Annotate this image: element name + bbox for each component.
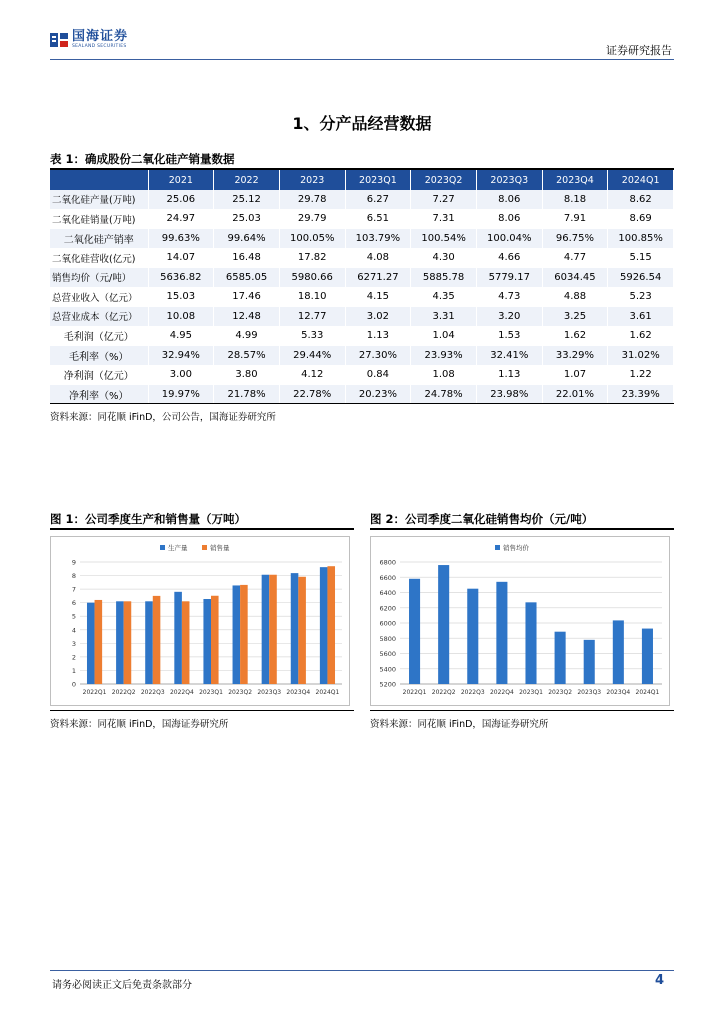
table-cell: 24.97 [148, 209, 214, 229]
table-cell: 4.30 [411, 248, 477, 268]
table-cell: 3.80 [214, 365, 280, 385]
logo-name-cn: 国海证券 [72, 29, 129, 44]
table-cell: 17.46 [214, 287, 280, 307]
y-tick-label: 5400 [379, 665, 396, 674]
table-cell: 7.31 [411, 209, 477, 229]
table-row [50, 346, 674, 366]
bar-series1 [320, 567, 328, 684]
table-cell: 25.12 [214, 190, 280, 209]
table-cell: 20.23% [345, 385, 411, 405]
logo-name-en: SEALAND SECURITIES [72, 44, 127, 49]
table-cell: 25.06 [148, 190, 214, 209]
table-cell: 12.77 [279, 307, 345, 327]
table-column-header: 2023Q2 [411, 170, 477, 190]
page-number: 4 [654, 973, 664, 988]
x-tick-label: 2023Q1 [519, 689, 543, 696]
bar-series1 [291, 573, 299, 684]
y-tick-label: 2 [71, 653, 76, 662]
table-cell: 22.78% [279, 385, 345, 405]
bar-series2 [298, 577, 306, 684]
table-column-header [50, 170, 148, 190]
table-caption: 表 1：确成股份二氧化硅产销量数据 [50, 152, 235, 166]
table-cell: 5926.54 [608, 268, 674, 288]
figure1-top-rule [50, 528, 354, 530]
table-cell: 4.15 [345, 287, 411, 307]
table-cell: 5636.82 [148, 268, 214, 288]
bar-series1 [174, 592, 182, 684]
y-tick-label: 5600 [379, 650, 396, 658]
table-cell: 1.13 [345, 326, 411, 346]
x-tick-label: 2022Q1 [82, 689, 107, 696]
row-label: 毛利率（%） [50, 346, 148, 366]
table-row [50, 326, 674, 346]
x-tick-label: 2022Q2 [111, 689, 136, 696]
row-label: 二氧化硅产销率 [50, 229, 148, 249]
x-tick-label: 2022Q3 [460, 689, 485, 696]
row-label: 净利润（亿元） [50, 365, 148, 385]
row-label: 净利率（%） [50, 385, 148, 405]
table-bottom-rule [50, 403, 674, 404]
bar-series1 [203, 599, 211, 684]
table-cell: 5980.66 [279, 268, 345, 288]
table-cell: 18.10 [279, 287, 345, 307]
x-tick-label: 2024Q1 [635, 689, 660, 696]
table-cell: 22.01% [542, 385, 608, 405]
y-tick-label: 6600 [379, 573, 396, 582]
y-tick-label: 6800 [379, 558, 396, 567]
table-cell: 17.82 [279, 248, 345, 268]
table-cell: 99.63% [148, 229, 214, 249]
bar-series2 [240, 585, 248, 684]
table-cell: 3.20 [476, 307, 542, 327]
y-tick-label: 8 [71, 572, 76, 581]
report-type-label: 证券研究报告 [606, 44, 672, 57]
table-cell: 99.64% [214, 229, 280, 249]
table-cell: 8.18 [542, 190, 608, 209]
table-cell: 4.99 [214, 326, 280, 346]
table-row [50, 209, 674, 229]
legend-swatch [160, 545, 165, 550]
y-tick-label: 1 [71, 666, 76, 675]
bar-series1 [613, 620, 624, 684]
bar-series2 [124, 601, 132, 684]
table-cell: 4.12 [279, 365, 345, 385]
table-cell: 5.33 [279, 326, 345, 346]
table-row [50, 385, 674, 405]
bar-series1 [87, 603, 95, 684]
table-cell: 29.79 [279, 209, 345, 229]
table-cell: 8.06 [476, 190, 542, 209]
table-cell: 4.35 [411, 287, 477, 307]
bar-series1 [496, 582, 507, 684]
table-row [50, 307, 674, 327]
row-label: 销售均价（元/吨） [50, 268, 148, 288]
x-tick-label: 2022Q2 [431, 689, 456, 696]
table-cell: 100.05% [279, 229, 345, 249]
table-cell: 31.02% [608, 346, 674, 366]
footer-divider [50, 970, 674, 971]
row-label: 二氧化硅营收(亿元) [50, 248, 148, 268]
legend-label: 销售量 [210, 544, 230, 552]
table-column-header: 2023Q4 [542, 170, 608, 190]
table-header-row [50, 170, 674, 190]
table-row [50, 268, 674, 288]
bar-series1 [642, 629, 653, 684]
table-cell: 1.07 [542, 365, 608, 385]
header-divider [50, 59, 674, 60]
row-label: 毛利润（亿元） [50, 326, 148, 346]
x-tick-label: 2023Q4 [606, 689, 631, 696]
section-title: 1、分产品经营数据 [292, 114, 432, 133]
figure1-caption: 图 1：公司季度生产和销售量（万吨） [50, 512, 247, 526]
sealand-logo-icon [50, 31, 68, 49]
figure2-chart [370, 536, 670, 706]
table-cell: 100.85% [608, 229, 674, 249]
table-column-header: 2023Q3 [476, 170, 542, 190]
row-label: 总营业收入（亿元） [50, 287, 148, 307]
table-column-header: 2021 [148, 170, 214, 190]
table-cell: 8.06 [476, 209, 542, 229]
table-row [50, 248, 674, 268]
y-tick-label: 6400 [379, 589, 396, 597]
table-cell: 1.13 [476, 365, 542, 385]
y-tick-label: 5800 [379, 634, 396, 643]
table-cell: 1.62 [608, 326, 674, 346]
table-cell: 12.48 [214, 307, 280, 327]
table-cell: 16.48 [214, 248, 280, 268]
table-column-header: 2023 [279, 170, 345, 190]
bar-series1 [145, 601, 153, 684]
table-cell: 1.08 [411, 365, 477, 385]
table-cell: 6.27 [345, 190, 411, 209]
table-cell: 4.08 [345, 248, 411, 268]
legend-label: 销售均价 [503, 544, 529, 552]
bar-series1 [116, 601, 124, 684]
y-tick-label: 5 [71, 612, 76, 621]
table-cell: 4.66 [476, 248, 542, 268]
table-cell: 23.93% [411, 346, 477, 366]
y-tick-label: 6200 [379, 604, 396, 613]
table-cell: 5.23 [608, 287, 674, 307]
bar-series2 [182, 601, 190, 684]
table-row [50, 287, 674, 307]
figure1-bottom-rule [50, 710, 354, 711]
table-cell: 0.84 [345, 365, 411, 385]
table-cell: 33.29% [542, 346, 608, 366]
table-cell: 6034.45 [542, 268, 608, 288]
table-cell: 27.30% [345, 346, 411, 366]
legend-label: 生产量 [168, 544, 188, 552]
table-cell: 8.69 [608, 209, 674, 229]
x-tick-label: 2022Q1 [402, 689, 427, 696]
table-cell: 25.03 [214, 209, 280, 229]
table-cell: 28.57% [214, 346, 280, 366]
table-cell: 23.98% [476, 385, 542, 405]
table-cell: 96.75% [542, 229, 608, 249]
x-tick-label: 2023Q3 [257, 689, 282, 696]
table-cell: 1.22 [608, 365, 674, 385]
figure2-caption: 图 2：公司季度二氧化硅销售均价（元/吨） [370, 512, 594, 526]
table-cell: 32.94% [148, 346, 214, 366]
bar-series2 [95, 600, 103, 684]
x-tick-label: 2022Q4 [489, 689, 514, 696]
table-cell: 19.97% [148, 385, 214, 405]
table-cell: 4.88 [542, 287, 608, 307]
x-tick-label: 2022Q3 [140, 689, 165, 696]
row-label: 二氧化硅产量(万吨) [50, 190, 148, 209]
table-cell: 100.04% [476, 229, 542, 249]
y-tick-label: 6 [71, 599, 76, 608]
bar-series1 [233, 585, 241, 684]
table-cell: 5885.78 [411, 268, 477, 288]
legend-swatch [495, 545, 500, 550]
row-label: 总营业成本（亿元） [50, 307, 148, 327]
table-cell: 15.03 [148, 287, 214, 307]
bar-series1 [262, 575, 270, 684]
figure2-top-rule [370, 528, 674, 530]
bar-series2 [153, 596, 161, 684]
x-tick-label: 2023Q2 [548, 689, 573, 696]
table-cell: 21.78% [214, 385, 280, 405]
table-column-header: 2022 [214, 170, 280, 190]
bar-series1 [409, 579, 420, 684]
table-cell: 100.54% [411, 229, 477, 249]
table-cell: 29.78 [279, 190, 345, 209]
y-tick-label: 0 [71, 680, 76, 689]
table-cell: 14.07 [148, 248, 214, 268]
table-cell: 5.15 [608, 248, 674, 268]
table-cell: 7.27 [411, 190, 477, 209]
x-tick-label: 2022Q4 [169, 689, 194, 696]
table-cell: 1.53 [476, 326, 542, 346]
table-row [50, 229, 674, 249]
y-tick-label: 6000 [379, 619, 396, 628]
table-source: 资料来源：同花顺 iFinD，公司公告，国海证券研究所 [50, 412, 276, 423]
figure1-source: 资料来源：同花顺 iFinD，国海证券研究所 [50, 719, 229, 730]
x-tick-label: 2023Q3 [577, 689, 602, 696]
y-tick-label: 3 [71, 639, 76, 648]
row-label: 二氧化硅销量(万吨) [50, 209, 148, 229]
bar-series2 [211, 596, 219, 684]
table-cell: 6.51 [345, 209, 411, 229]
table-row [50, 190, 674, 209]
y-tick-label: 7 [71, 585, 76, 594]
table-cell: 7.91 [542, 209, 608, 229]
table-cell: 5779.17 [476, 268, 542, 288]
table-column-header: 2023Q1 [345, 170, 411, 190]
table-cell: 103.79% [345, 229, 411, 249]
y-tick-label: 9 [71, 558, 76, 567]
x-tick-label: 2023Q2 [228, 689, 253, 696]
bar-series2 [327, 566, 335, 684]
table-row [50, 365, 674, 385]
bar-series1 [438, 565, 449, 684]
x-tick-label: 2023Q1 [199, 689, 223, 696]
table-cell: 24.78% [411, 385, 477, 405]
table-cell: 1.04 [411, 326, 477, 346]
bar-series1 [584, 640, 595, 684]
table-cell: 23.39% [608, 385, 674, 405]
table-cell: 3.31 [411, 307, 477, 327]
legend-swatch [202, 545, 207, 550]
y-tick-label: 4 [71, 626, 76, 635]
table-cell: 3.00 [148, 365, 214, 385]
table-cell: 32.41% [476, 346, 542, 366]
table-cell: 4.73 [476, 287, 542, 307]
company-logo [50, 30, 128, 50]
table-cell: 10.08 [148, 307, 214, 327]
table-cell: 4.77 [542, 248, 608, 268]
table-cell: 8.62 [608, 190, 674, 209]
figure2-bottom-rule [370, 710, 674, 711]
table-cell: 6271.27 [345, 268, 411, 288]
footer-disclaimer: 请务必阅读正文后免责条款部分 [52, 980, 192, 991]
table-cell: 3.02 [345, 307, 411, 327]
figure2-source: 资料来源：同花顺 iFinD，国海证券研究所 [370, 719, 549, 730]
table-cell: 29.44% [279, 346, 345, 366]
table-cell: 3.25 [542, 307, 608, 327]
bar-series1 [467, 589, 478, 684]
table-cell: 1.62 [542, 326, 608, 346]
x-tick-label: 2023Q4 [286, 689, 311, 696]
bar-series1 [525, 602, 536, 684]
table-cell: 6585.05 [214, 268, 280, 288]
bar-series1 [555, 632, 566, 684]
figure1-chart [50, 536, 350, 706]
x-tick-label: 2024Q1 [315, 689, 340, 696]
table-cell: 4.95 [148, 326, 214, 346]
table-column-header: 2024Q1 [608, 170, 674, 190]
table-cell: 3.61 [608, 307, 674, 327]
bar-series2 [269, 575, 277, 684]
product-data-table [50, 170, 674, 405]
y-tick-label: 5200 [379, 680, 396, 689]
